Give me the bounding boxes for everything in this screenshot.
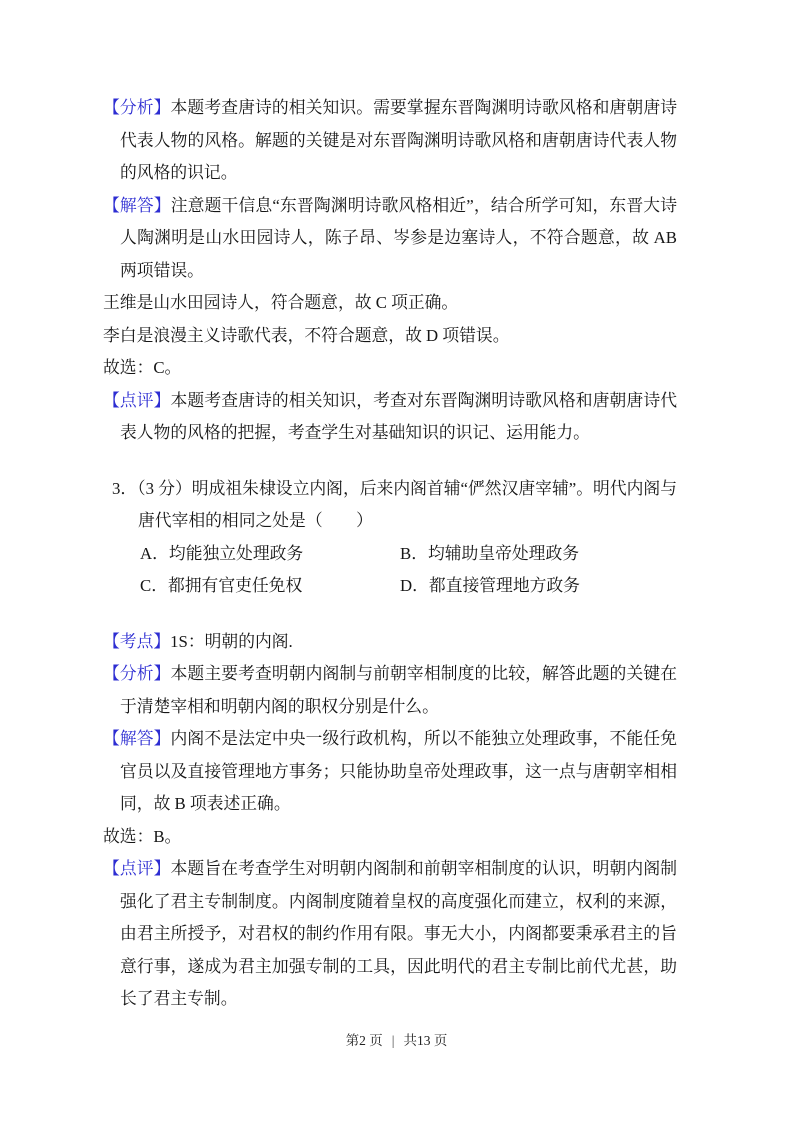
q3-answer-text: 内阁不是法定中央一级行政机构，所以不能独立处理政事，不能任免官员以及直接管理地方事务；只能协助皇帝处理政事，这一点与唐朝宰相相同，故 B 项表述正确。: [120, 729, 677, 813]
page-content: [103, 92, 677, 1016]
analysis-label: 【分析】: [103, 98, 171, 117]
option-b-key: B．: [400, 543, 428, 563]
option-b-text: 均辅助皇帝处理政务: [427, 543, 580, 563]
option-b: [400, 538, 579, 571]
option-a: [140, 538, 400, 571]
question-stem-text: （3 分）明成祖朱棣设立内阁，后来内阁首辅“俨然汉唐宰辅”。明代内阁与唐代宰相的相同之处是（ ）: [137, 478, 677, 530]
section-spacer: [103, 603, 677, 626]
q3-comment-block: [103, 853, 677, 1016]
question-3-stem: [103, 473, 677, 538]
option-d-text: 都直接管理地方政务: [428, 576, 580, 595]
option-a-text: 均能独立处理政务: [168, 543, 304, 563]
footer-page-number: 第2 页: [345, 1033, 383, 1048]
q2-answer-line-libai: 李白是浪漫主义诗歌代表，不符合题意，故 D 项错误。: [103, 325, 510, 345]
option-c-text: 都拥有官吏任免权: [167, 576, 303, 595]
options-row-ab: [103, 538, 677, 571]
answer-label: 【解答】: [103, 729, 171, 748]
q2-answer-block: [103, 190, 677, 288]
option-c-key: C．: [140, 576, 168, 595]
option-d: [400, 570, 580, 603]
option-a-key: A．: [140, 543, 169, 563]
options-row-cd: [103, 570, 677, 603]
analysis-label: 【分析】: [103, 664, 171, 683]
q3-analysis-text: 本题主要考查明朝内阁制与前朝宰相制度的比较，解答此题的关键在于清楚宰相和明朝内阁的职权分别是什么。: [120, 664, 677, 716]
q2-comment-block: [103, 385, 677, 450]
option-c: [140, 570, 400, 603]
q2-answer-line-wangwei: 王维是山水田园诗人，符合题意，故 C 项正确。: [103, 293, 459, 312]
q2-conclusion: 故选：C。: [103, 358, 182, 377]
q3-kaodian-block: [103, 626, 677, 659]
footer-separator: |: [391, 1033, 395, 1048]
q2-answer-text: 注意题干信息“东晋陶渊明诗歌风格相近”，结合所学可知，东晋大诗人陶渊明是山水田园诗人，陈子昂、岑参是边塞诗人，不符合题意，故 AB 两项错误。: [120, 195, 677, 280]
kaodian-label: 【考点】: [103, 631, 171, 651]
comment-label: 【点评】: [103, 859, 171, 878]
q2-comment-text: 本题考查唐诗的相关知识，考查对东晋陶渊明诗歌风格和唐朝唐诗代表人物的风格的把握，考查学生对基础知识的识记、运用能力。: [120, 390, 677, 442]
footer-total-pages: 共13 页: [403, 1033, 448, 1048]
q3-comment-text: 本题旨在考查学生对明朝内阁制和前朝宰相制度的认识，明朝内阁制强化了君主专制制度。内阁制度随着皇权的高度强化而建立，权利的来源，由君主所授予，对君权的制约作用有限。事无大小，内阁都要秉承君主的旨意行事，遂成为君主加强专制的工具，因此明代的君主专制比前代尤甚，助长了君主专制。: [120, 859, 677, 1008]
section-spacer: [103, 450, 677, 473]
q2-analysis-block: [103, 92, 677, 190]
q3-answer-block: [103, 723, 677, 821]
option-d-key: D．: [400, 576, 429, 595]
q3-conclusion: 故选：B。: [103, 826, 182, 846]
question-number: 3．: [112, 478, 138, 498]
q2-analysis-text: 本题考查唐诗的相关知识。需要掌握东晋陶渊明诗歌风格和唐朝唐诗代表人物的风格。解题的关键是对东晋陶渊明诗歌风格和唐朝唐诗代表人物的风格的识记。: [120, 98, 677, 182]
comment-label: 【点评】: [103, 390, 171, 410]
answer-label: 【解答】: [103, 195, 171, 215]
q3-analysis-block: [103, 658, 677, 723]
q3-kaodian-text: 1S：明朝的内阁.: [170, 631, 293, 651]
page-footer: [0, 1031, 793, 1051]
